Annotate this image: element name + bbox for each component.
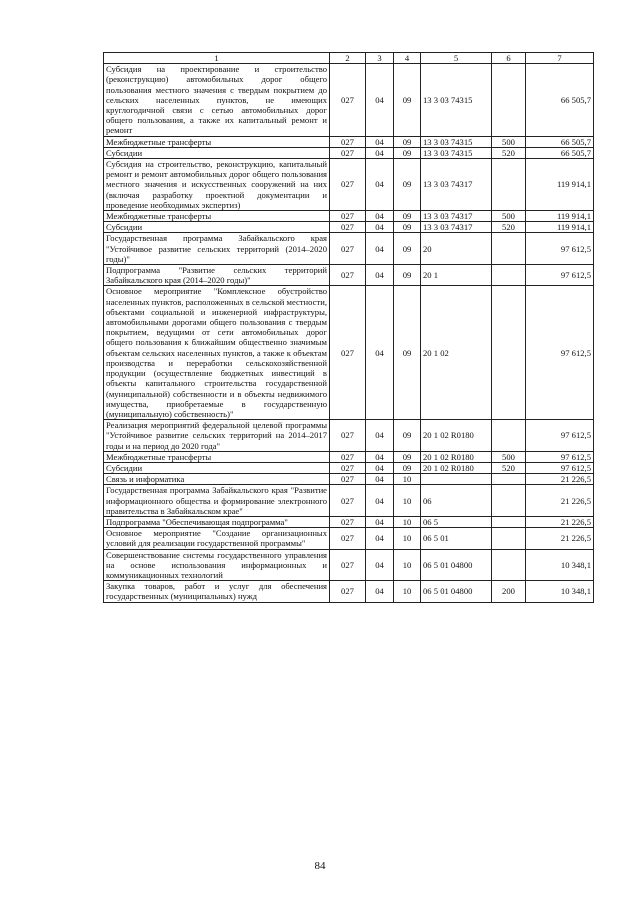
row-target-code: 20 1 02 xyxy=(421,286,492,420)
row-target-code: 13 3 03 74315 xyxy=(421,64,492,136)
row-expense-type xyxy=(492,516,526,527)
row-name: Государственная программа Забайкальского края "Устойчивое развитие сельских территорий (2014–2020 годы)" xyxy=(104,233,330,265)
table-row xyxy=(104,136,594,147)
row-subsection: 09 xyxy=(394,136,421,147)
row-grbs: 027 xyxy=(330,462,366,473)
row-grbs: 027 xyxy=(330,474,366,485)
row-sum: 10 348,1 xyxy=(526,581,594,602)
row-grbs: 027 xyxy=(330,516,366,527)
row-expense-type xyxy=(492,474,526,485)
row-section: 04 xyxy=(366,147,394,158)
row-grbs: 027 xyxy=(330,549,366,581)
row-section: 04 xyxy=(366,233,394,265)
row-expense-type: 520 xyxy=(492,462,526,473)
row-grbs: 027 xyxy=(330,485,366,517)
row-section: 04 xyxy=(366,265,394,286)
row-grbs: 027 xyxy=(330,581,366,602)
row-subsection: 10 xyxy=(394,581,421,602)
row-expense-type: 520 xyxy=(492,147,526,158)
row-name: Субсидии xyxy=(104,222,330,233)
row-target-code: 06 xyxy=(421,485,492,517)
row-grbs: 027 xyxy=(330,451,366,462)
table-row xyxy=(104,581,594,602)
row-name: Закупка товаров, работ и услуг для обеспечения государственных (муниципальных) нужд xyxy=(104,581,330,602)
table-row xyxy=(104,222,594,233)
row-target-code: 20 1 02 R0180 xyxy=(421,420,492,452)
row-target-code: 06 5 01 04800 xyxy=(421,549,492,581)
row-grbs: 027 xyxy=(330,528,366,549)
row-grbs: 027 xyxy=(330,159,366,211)
row-sum: 21 226,5 xyxy=(526,474,594,485)
row-target-code: 20 1 02 R0180 xyxy=(421,451,492,462)
table-row xyxy=(104,233,594,265)
row-section: 04 xyxy=(366,549,394,581)
row-expense-type: 500 xyxy=(492,451,526,462)
row-target-code: 20 1 xyxy=(421,265,492,286)
row-section: 04 xyxy=(366,581,394,602)
budget-table xyxy=(103,52,594,603)
row-subsection: 10 xyxy=(394,474,421,485)
row-subsection: 09 xyxy=(394,64,421,136)
row-sum: 97 612,5 xyxy=(526,451,594,462)
table-row xyxy=(104,286,594,420)
row-expense-type xyxy=(492,233,526,265)
row-grbs: 027 xyxy=(330,233,366,265)
table-row xyxy=(104,474,594,485)
row-target-code: 20 1 02 R0180 xyxy=(421,462,492,473)
table-header-row xyxy=(104,53,594,64)
row-expense-type xyxy=(492,64,526,136)
row-expense-type: 200 xyxy=(492,581,526,602)
row-sum: 21 226,5 xyxy=(526,516,594,527)
row-name: Связь и информатика xyxy=(104,474,330,485)
row-subsection: 10 xyxy=(394,549,421,581)
table-row xyxy=(104,516,594,527)
row-name: Межбюджетные трансферты xyxy=(104,211,330,222)
row-target-code: 13 3 03 74317 xyxy=(421,222,492,233)
header-col-4: 4 xyxy=(394,53,421,64)
row-expense-type: 520 xyxy=(492,222,526,233)
row-subsection: 09 xyxy=(394,265,421,286)
row-expense-type xyxy=(492,528,526,549)
row-sum: 21 226,5 xyxy=(526,485,594,517)
row-grbs: 027 xyxy=(330,211,366,222)
row-subsection: 09 xyxy=(394,147,421,158)
row-subsection: 09 xyxy=(394,233,421,265)
row-target-code: 06 5 xyxy=(421,516,492,527)
row-grbs: 027 xyxy=(330,420,366,452)
row-sum: 66 505,7 xyxy=(526,136,594,147)
row-name: Подпрограмма "Развитие сельских территорий Забайкальского края (2014–2020 годы)" xyxy=(104,265,330,286)
row-name: Межбюджетные трансферты xyxy=(104,136,330,147)
table-row xyxy=(104,485,594,517)
row-target-code: 20 xyxy=(421,233,492,265)
row-name: Подпрограмма "Обеспечивающая подпрограмма" xyxy=(104,516,330,527)
row-subsection: 10 xyxy=(394,528,421,549)
row-subsection: 09 xyxy=(394,286,421,420)
row-name: Основное мероприятие "Создание организационных условий для реализации государственной программы" xyxy=(104,528,330,549)
row-subsection: 09 xyxy=(394,420,421,452)
row-sum: 119 914,1 xyxy=(526,222,594,233)
row-expense-type xyxy=(492,420,526,452)
row-grbs: 027 xyxy=(330,222,366,233)
row-name: Межбюджетные трансферты xyxy=(104,451,330,462)
table-row xyxy=(104,528,594,549)
row-name: Субсидия на строительство, реконструкцию, капитальный ремонт и ремонт автомобильных дорог общего пользования местного значения и искусственных сооружений на них (включая разработку проектной документации и проведение необходимых экспертиз) xyxy=(104,159,330,211)
row-section: 04 xyxy=(366,64,394,136)
row-subsection: 09 xyxy=(394,451,421,462)
header-col-6: 6 xyxy=(492,53,526,64)
table-row xyxy=(104,147,594,158)
row-name: Субсидии xyxy=(104,462,330,473)
row-subsection: 09 xyxy=(394,222,421,233)
row-grbs: 027 xyxy=(330,286,366,420)
row-sum: 97 612,5 xyxy=(526,462,594,473)
table-row xyxy=(104,549,594,581)
row-expense-type xyxy=(492,549,526,581)
row-section: 04 xyxy=(366,462,394,473)
header-col-7: 7 xyxy=(526,53,594,64)
row-target-code: 06 5 01 04800 xyxy=(421,581,492,602)
row-section: 04 xyxy=(366,528,394,549)
row-section: 04 xyxy=(366,222,394,233)
row-target-code: 13 3 03 74317 xyxy=(421,211,492,222)
row-sum: 21 226,5 xyxy=(526,528,594,549)
row-target-code: 06 5 01 xyxy=(421,528,492,549)
row-target-code xyxy=(421,474,492,485)
row-subsection: 09 xyxy=(394,462,421,473)
row-sum: 66 505,7 xyxy=(526,147,594,158)
row-expense-type xyxy=(492,159,526,211)
row-sum: 66 505,7 xyxy=(526,64,594,136)
row-subsection: 10 xyxy=(394,516,421,527)
row-target-code: 13 3 03 74317 xyxy=(421,159,492,211)
row-sum: 97 612,5 xyxy=(526,286,594,420)
row-grbs: 027 xyxy=(330,147,366,158)
table-row xyxy=(104,451,594,462)
row-name: Совершенствование системы государственного управления на основе использования информационных и коммуникационных технологий xyxy=(104,549,330,581)
row-expense-type: 500 xyxy=(492,136,526,147)
row-grbs: 027 xyxy=(330,64,366,136)
row-sum: 119 914,1 xyxy=(526,159,594,211)
row-expense-type: 500 xyxy=(492,211,526,222)
header-col-5: 5 xyxy=(421,53,492,64)
row-target-code: 13 3 03 74315 xyxy=(421,147,492,158)
row-section: 04 xyxy=(366,485,394,517)
row-target-code: 13 3 03 74315 xyxy=(421,136,492,147)
table-row xyxy=(104,211,594,222)
row-section: 04 xyxy=(366,286,394,420)
row-expense-type xyxy=(492,485,526,517)
row-name: Субсидии xyxy=(104,147,330,158)
row-section: 04 xyxy=(366,516,394,527)
header-col-2: 2 xyxy=(330,53,366,64)
row-name: Реализация мероприятий федеральной целевой программы "Устойчивое развитие сельских территорий на 2014–2017 годы и на период до 2020 года" xyxy=(104,420,330,452)
row-sum: 10 348,1 xyxy=(526,549,594,581)
row-section: 04 xyxy=(366,211,394,222)
row-name: Основное мероприятие "Комплексное обустройство населенных пунктов, расположенных в сельской местности, объектами социальной и инженерной инфраструктуры, автомобильными дорогами общего пользования с твердым покрытием, ведущими от сети автомобильных дорог общего пользования к ближайшим общественно значимым объектам сельских населенных пунктов, а также к объектам производства и переработки сельскохозяйственной продукции (осуществление бюджетных инвестиций в объекты капитального строительства государственной (муниципальной) собственности и в объекты недвижимого имущества, приобретаемые в государственную (муниципальную) собственность)" xyxy=(104,286,330,420)
table-row xyxy=(104,159,594,211)
header-col-1: 1 xyxy=(104,53,330,64)
page-number: 84 xyxy=(314,860,326,872)
row-section: 04 xyxy=(366,136,394,147)
row-section: 04 xyxy=(366,474,394,485)
table-row xyxy=(104,462,594,473)
row-section: 04 xyxy=(366,420,394,452)
table-row xyxy=(104,420,594,452)
row-grbs: 027 xyxy=(330,136,366,147)
row-subsection: 09 xyxy=(394,159,421,211)
row-section: 04 xyxy=(366,159,394,211)
row-expense-type xyxy=(492,286,526,420)
table-row xyxy=(104,64,594,136)
row-sum: 97 612,5 xyxy=(526,233,594,265)
table-row xyxy=(104,265,594,286)
row-subsection: 09 xyxy=(394,211,421,222)
row-section: 04 xyxy=(366,451,394,462)
row-sum: 97 612,5 xyxy=(526,265,594,286)
row-sum: 97 612,5 xyxy=(526,420,594,452)
row-grbs: 027 xyxy=(330,265,366,286)
row-subsection: 10 xyxy=(394,485,421,517)
header-col-3: 3 xyxy=(366,53,394,64)
row-name: Субсидия на проектирование и строительство (реконструкцию) автомобильных дорог общего пользования местного значения с твердым покрытием до сельских населенных пунктов, не имеющих круглогодичной связи с сетью автомобильных дорог общего пользования, а также их капитальный ремонт и ремонт xyxy=(104,64,330,136)
row-expense-type xyxy=(492,265,526,286)
row-sum: 119 914,1 xyxy=(526,211,594,222)
row-name: Государственная программа Забайкальского края "Развитие информационного общества и формирование электронного правительства в Забайкальском крае" xyxy=(104,485,330,517)
